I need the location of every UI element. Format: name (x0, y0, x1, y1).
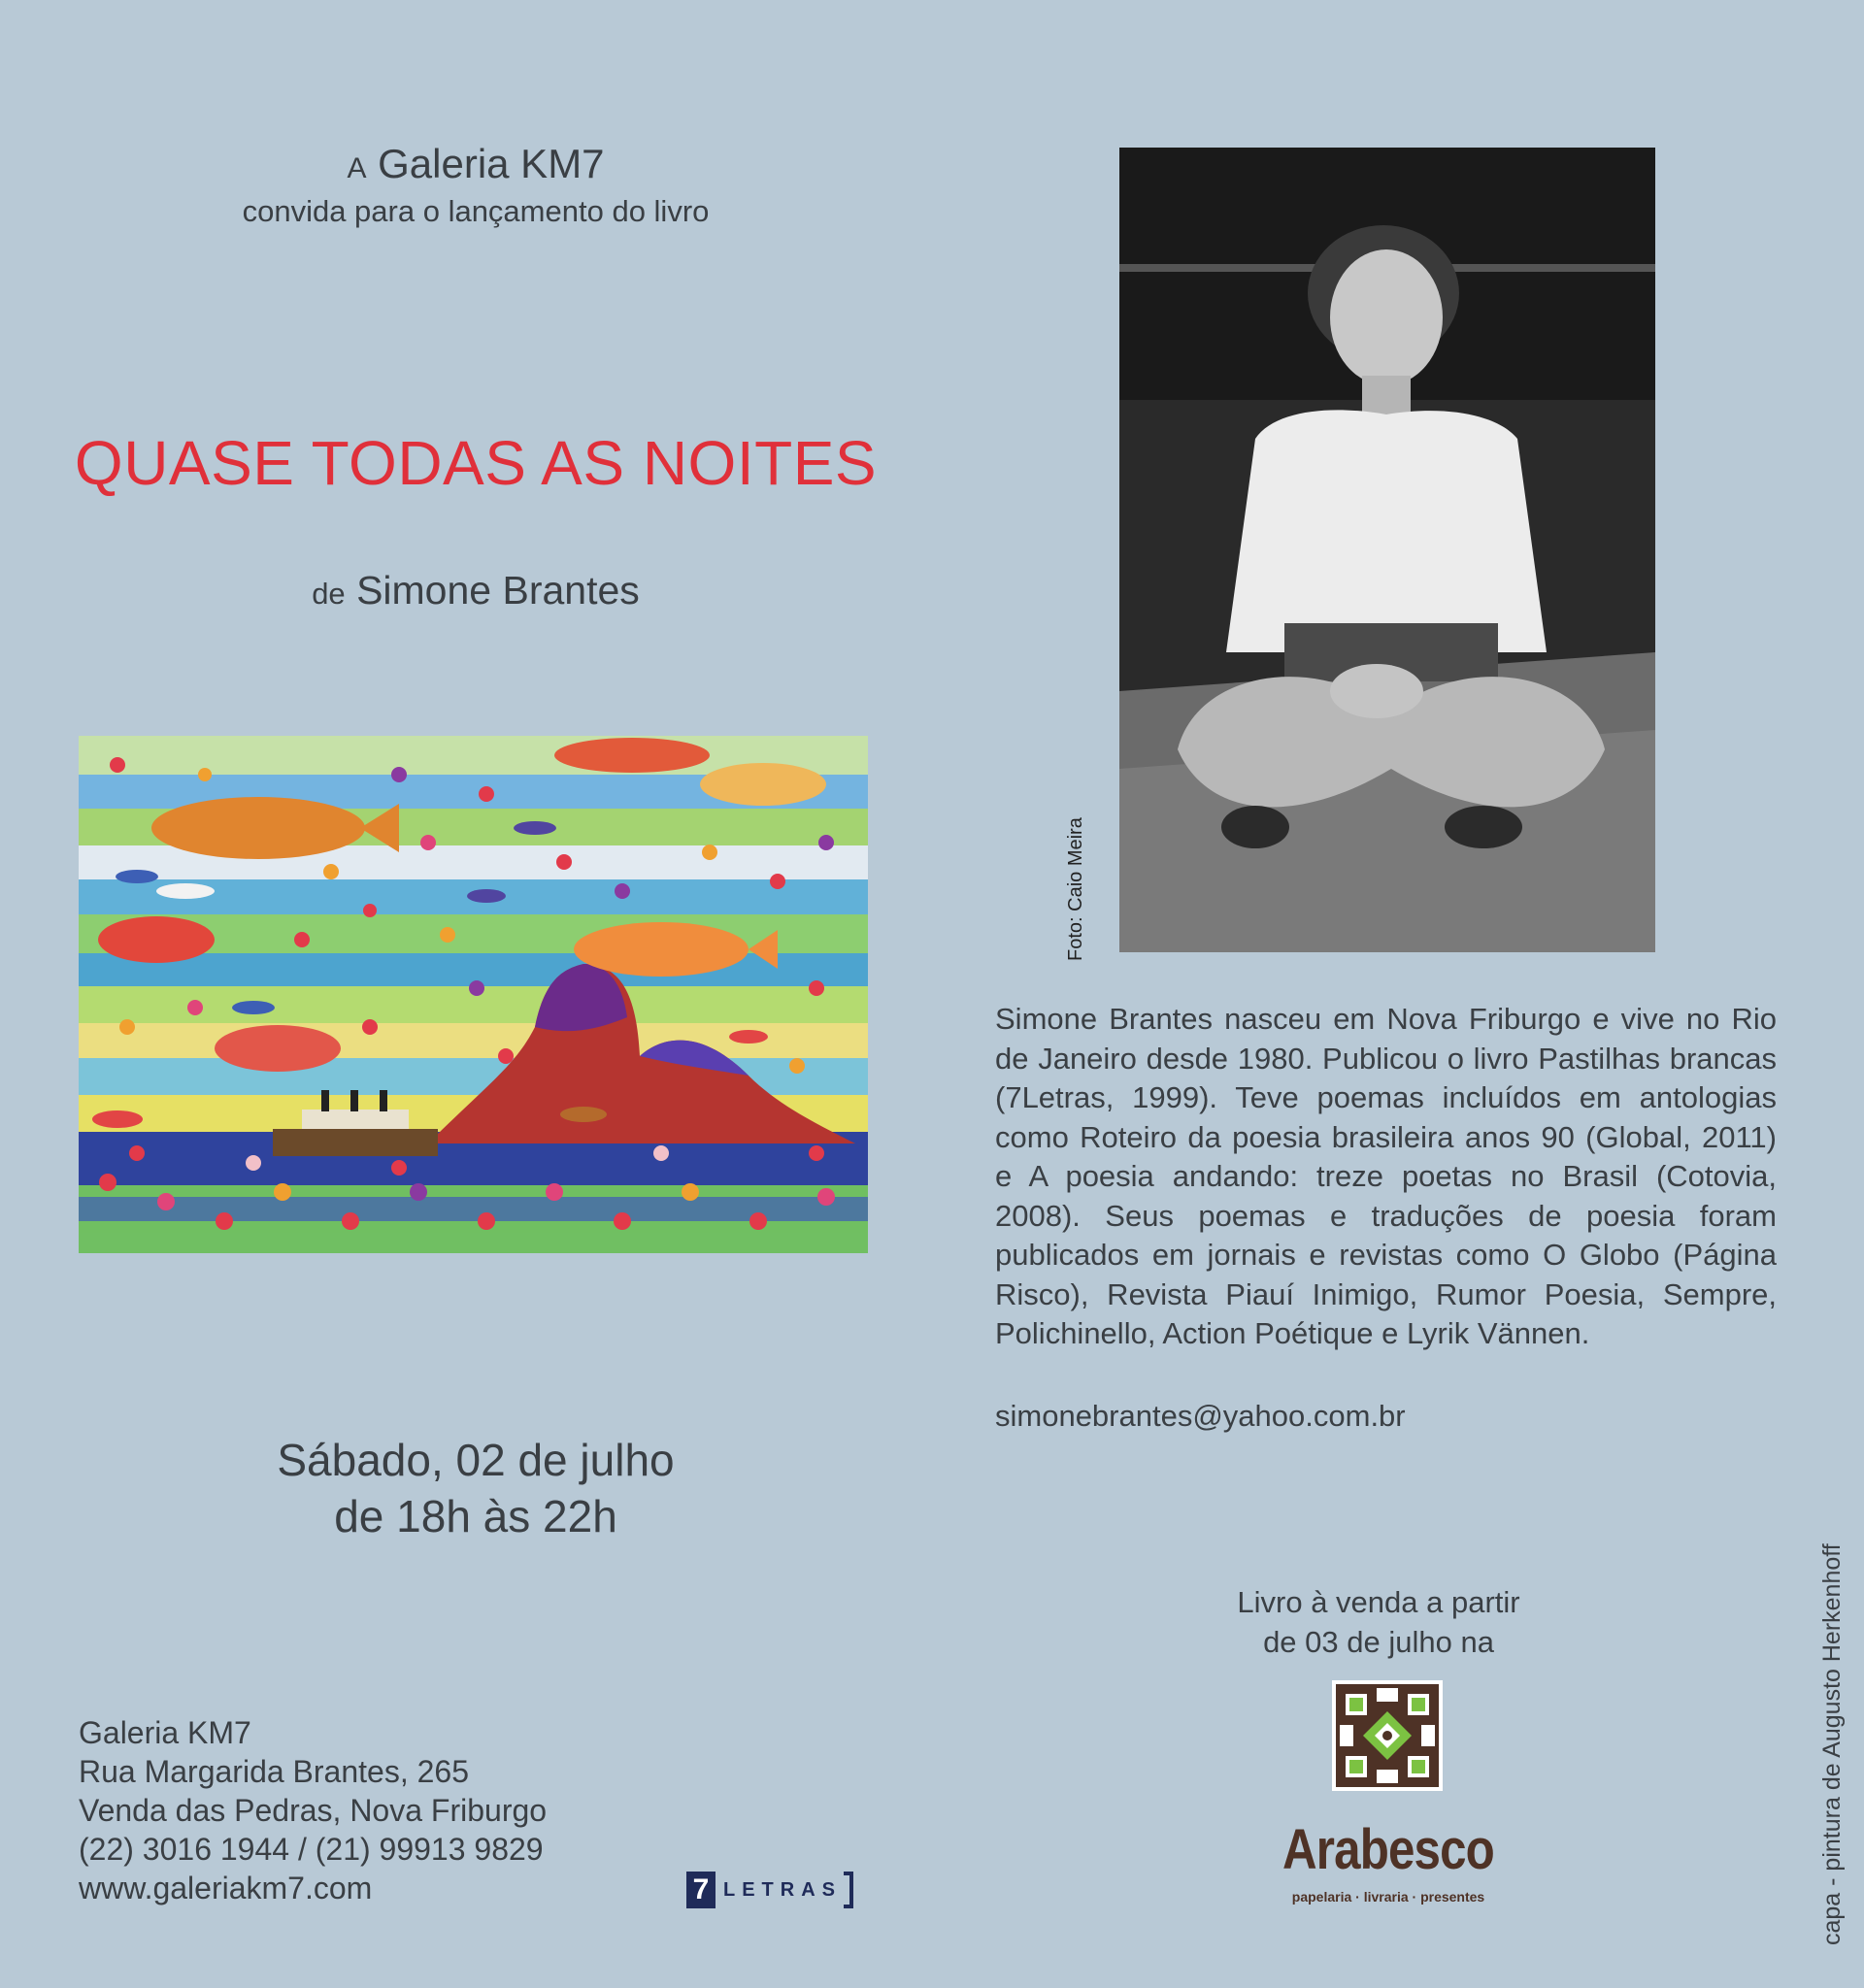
author-prefix: de (312, 577, 346, 611)
sale-line: de 03 de julho na (1263, 1625, 1494, 1659)
author-email[interactable]: simonebrantes@yahoo.com.br (995, 1399, 1406, 1433)
author-name: Simone Brantes (356, 568, 640, 613)
address-phone: (22) 3016 1944 / (21) 99913 9829 (79, 1832, 544, 1867)
address-line: Rua Margarida Brantes, 265 (79, 1754, 469, 1789)
photo-credit: Foto: Caio Meira (1065, 817, 1086, 961)
address-line: Galeria KM7 (79, 1715, 251, 1750)
invite-host (175, 141, 777, 187)
publisher-logo-mark: 7 (686, 1872, 716, 1908)
cover-painting (79, 736, 868, 1253)
store-logo-name: Arabesco (1282, 1818, 1494, 1881)
author-bio: Simone Brantes nasceu em Nova Friburgo e vive no Rio de Janeiro desde 1980. Publicou o livro Pastilhas brancas (7Letras, 1999). Teve poemas incluídos em antologias como Roteiro da poesia brasileira anos 90 (Global, 2011) e A poesia andando: treze poetas no Brasil (Cotovia, 2008). Seus poemas e traduções de poesia foram publicados em jornais e revistas como O Globo (Página Risco), Revista Piauí Inimigo, Rumor Poesia, Sempre, Polichinello, Action Poétique e Lyrik Vännen. (995, 1002, 1777, 1350)
publisher-logo (686, 1872, 853, 1908)
store-logo-tagline: papelaria · livraria · presentes (1291, 1889, 1485, 1905)
event-time: de 18h às 22h (334, 1491, 617, 1541)
host-prefix: A (347, 152, 367, 184)
invite-line: convida para o lançamento do livro (242, 194, 710, 228)
sale-info (1146, 1582, 1612, 1662)
sale-line: Livro à venda a partir (1237, 1585, 1520, 1619)
publisher-logo-bracket (844, 1872, 853, 1908)
address-website: www.galeriakm7.com (79, 1871, 373, 1905)
cover-credit: capa - pintura de Augusto Herkenhoff (1818, 1543, 1846, 1945)
address-block (79, 1713, 547, 1907)
book-title: QUASE TODAS AS NOITES (74, 428, 878, 498)
event-date: Sábado, 02 de julho (277, 1435, 675, 1485)
author-line (136, 568, 816, 613)
event-date-time (146, 1432, 806, 1544)
publisher-logo-word: LETRAS (723, 1878, 842, 1901)
author-photo (1119, 148, 1655, 952)
store-logo-pattern-icon (1332, 1680, 1443, 1791)
address-line: Venda das Pedras, Nova Friburgo (79, 1793, 548, 1828)
host-name: Galeria KM7 (378, 141, 605, 186)
